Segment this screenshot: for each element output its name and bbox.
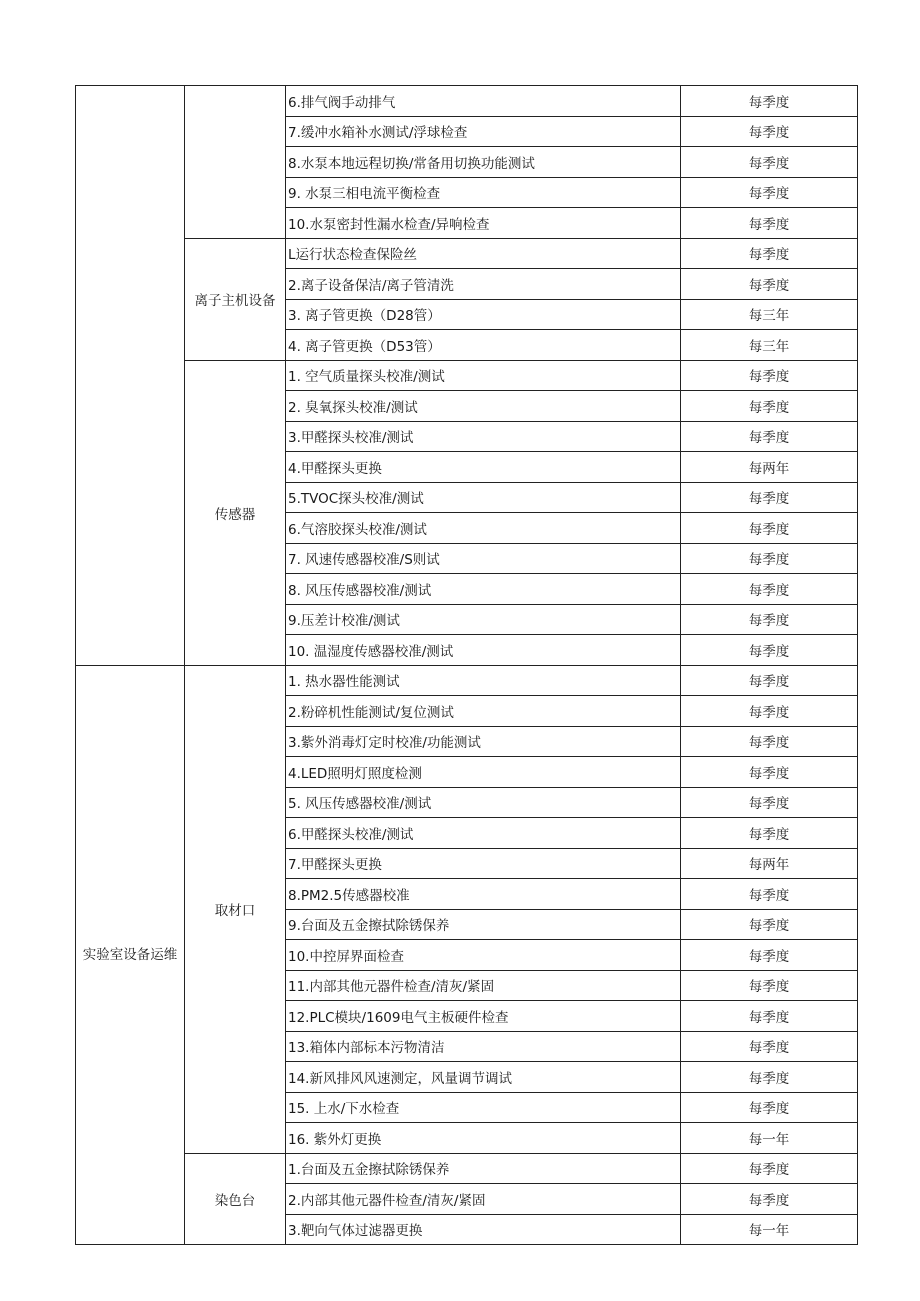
subcategory-cell: 离子主机设备 [185, 238, 286, 360]
frequency-cell: 每季度 [681, 177, 858, 208]
frequency-cell: 每两年 [681, 848, 858, 879]
item-cell: 2.离子设备保洁/离子管清洗 [286, 269, 681, 300]
item-cell: 8.PM2.5传感器校准 [286, 879, 681, 910]
table-row [76, 1153, 858, 1184]
category-cell: 实验室设备运维 [76, 665, 185, 1245]
frequency-cell: 每季度 [681, 482, 858, 513]
item-cell: 13.箱体内部标本污物清洁 [286, 1031, 681, 1062]
item-cell: 4. 离子管更换（D53管） [286, 330, 681, 361]
subcategory-cell: 染色台 [185, 1153, 286, 1245]
frequency-cell: 每季度 [681, 208, 858, 239]
frequency-cell: 每季度 [681, 86, 858, 117]
item-cell: 10.水泵密封性漏水检查/异响检查 [286, 208, 681, 239]
table-row [76, 360, 858, 391]
frequency-cell: 每季度 [681, 513, 858, 544]
frequency-cell: 每季度 [681, 574, 858, 605]
frequency-cell: 每季度 [681, 909, 858, 940]
frequency-cell: 每季度 [681, 1062, 858, 1093]
frequency-cell: 每季度 [681, 421, 858, 452]
item-cell: 7. 风速传感器校准/S则试 [286, 543, 681, 574]
frequency-cell: 每季度 [681, 879, 858, 910]
item-cell: 1. 空气质量探头校准/测试 [286, 360, 681, 391]
item-cell: 16. 紫外灯更换 [286, 1123, 681, 1154]
frequency-cell: 每季度 [681, 970, 858, 1001]
subcategory-cell [185, 86, 286, 239]
frequency-cell: 每季度 [681, 635, 858, 666]
item-cell: 3.甲醛探头校准/测试 [286, 421, 681, 452]
table-row [76, 86, 858, 117]
frequency-cell: 每季度 [681, 1184, 858, 1215]
item-cell: 6.排气阀手动排气 [286, 86, 681, 117]
frequency-cell: 每季度 [681, 1031, 858, 1062]
frequency-cell: 每季度 [681, 604, 858, 635]
maintenance-table [75, 85, 858, 1245]
item-cell: L运行状态检查保险丝 [286, 238, 681, 269]
item-cell: 8. 风压传感器校准/测试 [286, 574, 681, 605]
frequency-cell: 每季度 [681, 696, 858, 727]
item-cell: 1.台面及五金擦拭除锈保养 [286, 1153, 681, 1184]
frequency-cell: 每季度 [681, 787, 858, 818]
frequency-cell: 每三年 [681, 330, 858, 361]
frequency-cell: 每季度 [681, 818, 858, 849]
item-cell: 3. 离子管更换（D28管） [286, 299, 681, 330]
frequency-cell: 每季度 [681, 147, 858, 178]
item-cell: 1. 热水器性能测试 [286, 665, 681, 696]
table-row [76, 665, 858, 696]
item-cell: 7.甲醛探头更换 [286, 848, 681, 879]
frequency-cell: 每两年 [681, 452, 858, 483]
item-cell: 2.粉碎机性能测试/复位测试 [286, 696, 681, 727]
item-cell: 11.内部其他元器件检查/清灰/紧固 [286, 970, 681, 1001]
frequency-cell: 每季度 [681, 1001, 858, 1032]
subcategory-cell: 取材口 [185, 665, 286, 1153]
maintenance-table-body [76, 86, 858, 1245]
item-cell: 14.新风排风风速测定，风量调节调试 [286, 1062, 681, 1093]
category-cell [76, 86, 185, 666]
item-cell: 12.PLC模块/1609电气主板硬件检查 [286, 1001, 681, 1032]
table-row [76, 238, 858, 269]
item-cell: 5.TVOC探头校准/测试 [286, 482, 681, 513]
item-cell: 15. 上水/下水检查 [286, 1092, 681, 1123]
frequency-cell: 每三年 [681, 299, 858, 330]
frequency-cell: 每季度 [681, 269, 858, 300]
frequency-cell: 每季度 [681, 940, 858, 971]
item-cell: 9.台面及五金擦拭除锈保养 [286, 909, 681, 940]
item-cell: 3.靶向气体过滤器更换 [286, 1214, 681, 1245]
frequency-cell: 每季度 [681, 238, 858, 269]
item-cell: 8.水泵本地远程切换/常备用切换功能测试 [286, 147, 681, 178]
item-cell: 2. 臭氧探头校准/测试 [286, 391, 681, 422]
item-cell: 4.LED照明灯照度检测 [286, 757, 681, 788]
item-cell: 10. 温湿度传感器校准/测试 [286, 635, 681, 666]
frequency-cell: 每季度 [681, 1153, 858, 1184]
frequency-cell: 每季度 [681, 757, 858, 788]
item-cell: 10.中控屏界面检查 [286, 940, 681, 971]
item-cell: 6.甲醛探头校准/测试 [286, 818, 681, 849]
frequency-cell: 每季度 [681, 665, 858, 696]
item-cell: 9.压差计校准/测试 [286, 604, 681, 635]
item-cell: 5. 风压传感器校准/测试 [286, 787, 681, 818]
item-cell: 7.缓冲水箱补水测试/浮球检查 [286, 116, 681, 147]
item-cell: 4.甲醛探头更换 [286, 452, 681, 483]
item-cell: 6.气溶胶探头校准/测试 [286, 513, 681, 544]
item-cell: 9. 水泵三相电流平衡检查 [286, 177, 681, 208]
item-cell: 2.内部其他元器件检查/清灰/紧固 [286, 1184, 681, 1215]
item-cell: 3.紫外消毒灯定时校准/功能测试 [286, 726, 681, 757]
frequency-cell: 每一年 [681, 1123, 858, 1154]
frequency-cell: 每一年 [681, 1214, 858, 1245]
subcategory-cell: 传感器 [185, 360, 286, 665]
frequency-cell: 每季度 [681, 116, 858, 147]
frequency-cell: 每季度 [681, 391, 858, 422]
frequency-cell: 每季度 [681, 726, 858, 757]
frequency-cell: 每季度 [681, 360, 858, 391]
frequency-cell: 每季度 [681, 1092, 858, 1123]
frequency-cell: 每季度 [681, 543, 858, 574]
